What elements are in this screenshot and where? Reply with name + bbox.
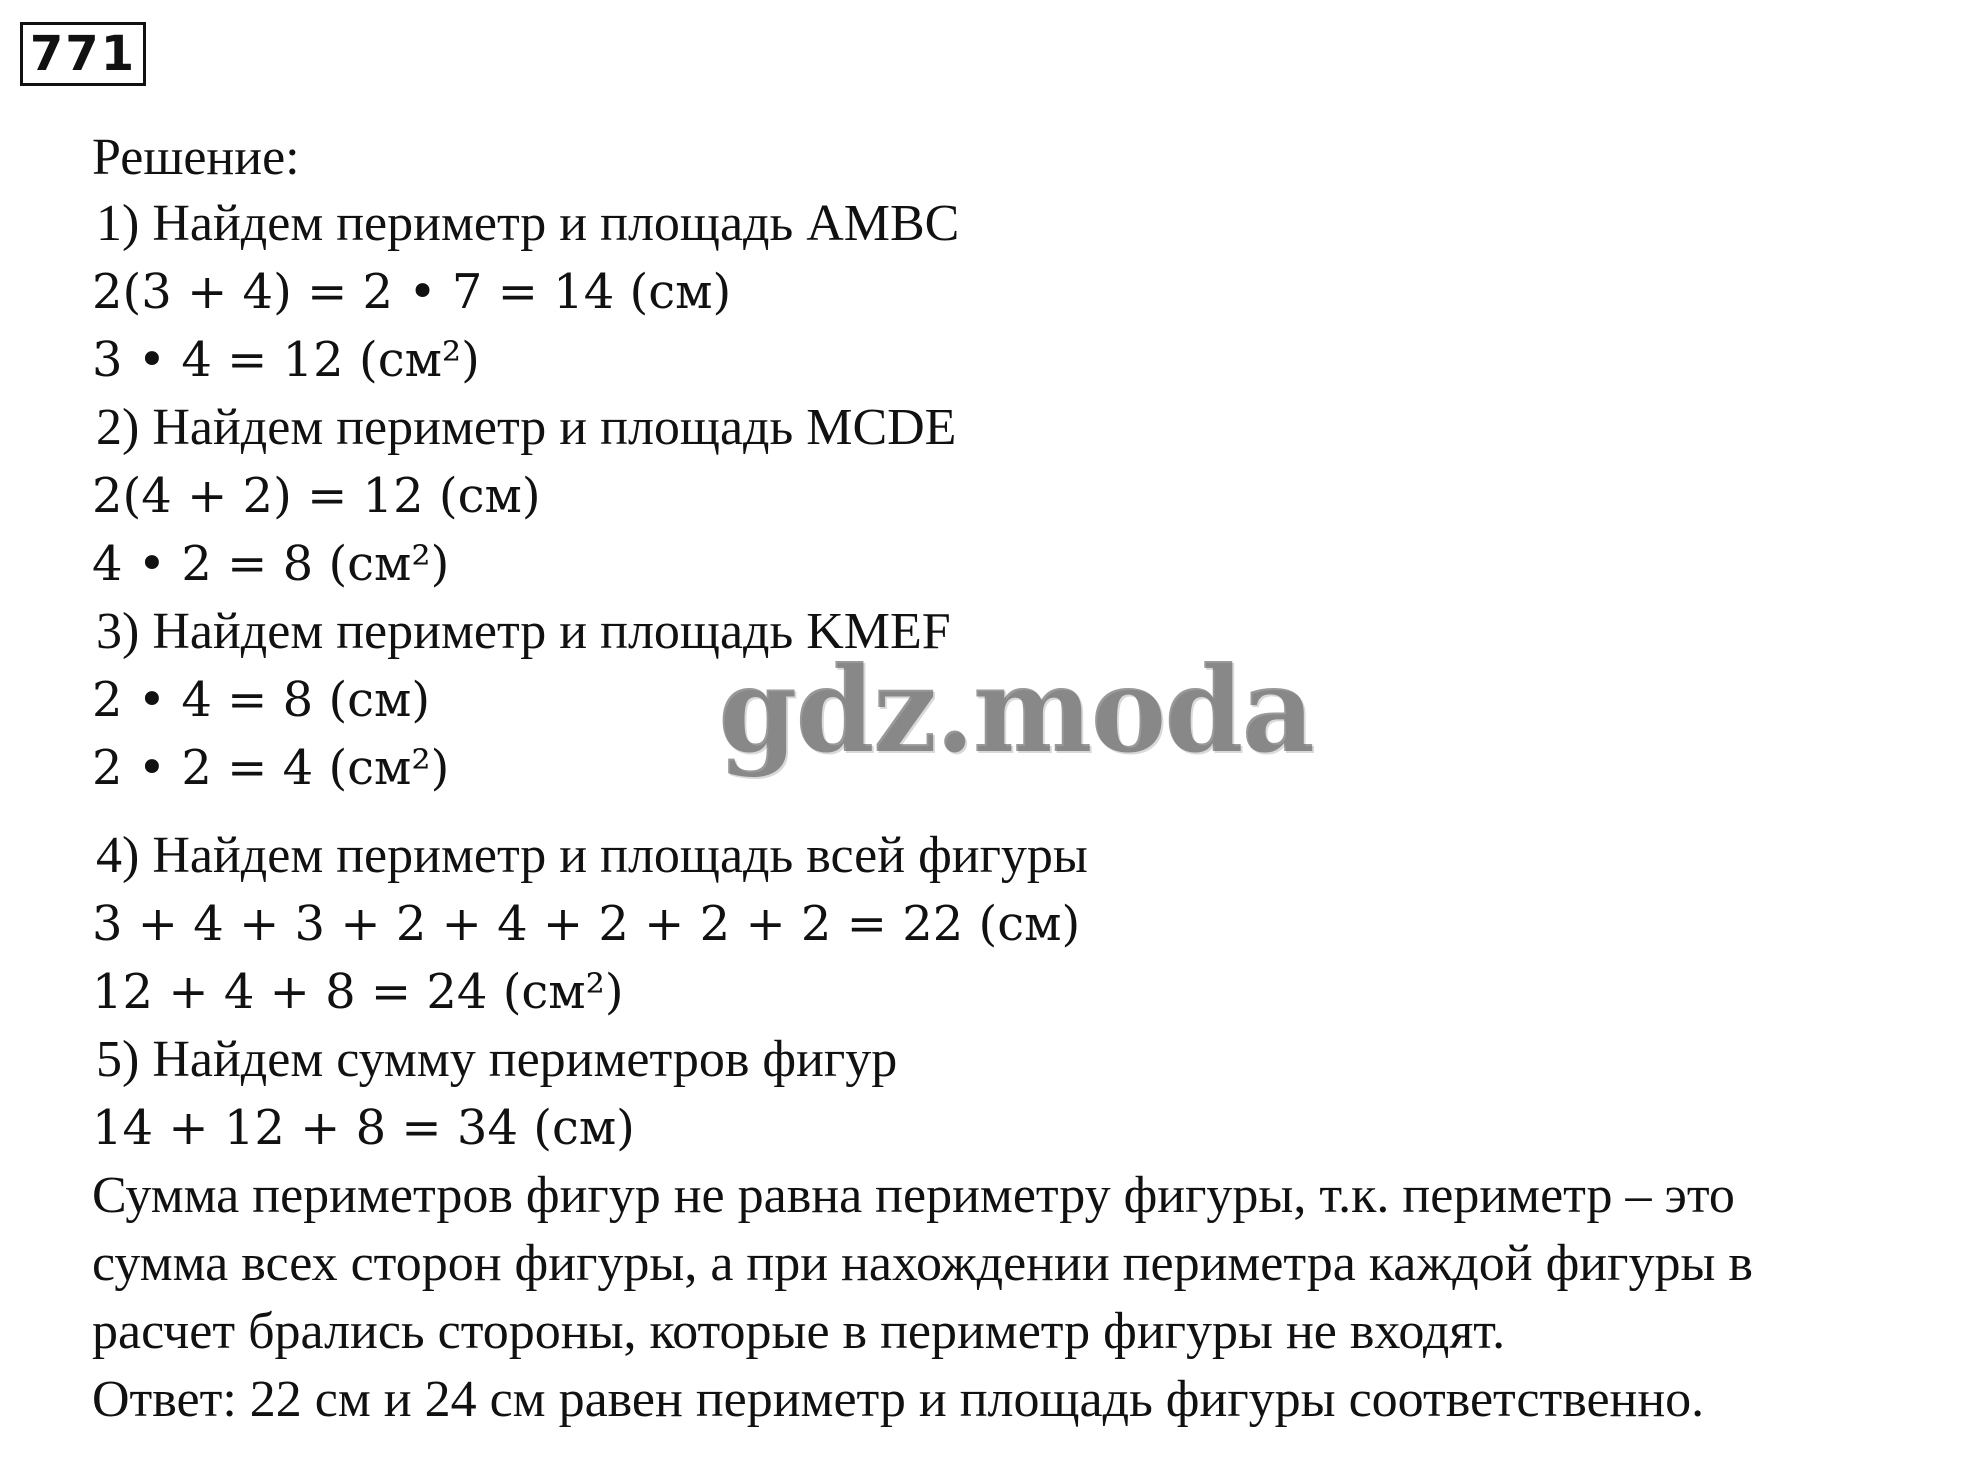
step-2-area: 4 • 2 = 8 (см²) [92,536,450,592]
task-number: 771 [29,26,137,82]
step-1-perimeter: 2(3 + 4) = 2 • 7 = 14 (см) [92,264,732,320]
step-1-area: 3 • 4 = 12 (см²) [92,332,480,388]
task-number-box [20,22,146,86]
step-2-heading: 2) Найдем периметр и площадь MCDE [96,399,957,456]
step-5-heading: 5) Найдем сумму периметров фигур [96,1031,898,1088]
step-4-heading: 4) Найдем периметр и площадь всей фигуры [96,827,1088,884]
step-1-heading: 1) Найдем периметр и площадь AMBC [96,195,960,252]
step-4-area: 12 + 4 + 8 = 24 (см²) [92,964,624,1020]
answer-line: Ответ: 22 см и 24 см равен периметр и площадь фигуры соответственно. [92,1371,1705,1428]
explanation-line-1: Сумма периметров фигур не равна периметру фигуры, т.к. периметр – это [92,1167,1735,1224]
explanation-line-3: расчет брались стороны, которые в периметр фигуры не входят. [92,1303,1506,1360]
step-3-area: 2 • 2 = 4 (см²) [92,740,450,796]
step-4-perimeter: 3 + 4 + 3 + 2 + 4 + 2 + 2 + 2 = 22 (см) [92,896,1081,952]
watermark-logo: gdz.moda [718,640,1313,779]
step-5-sum: 14 + 12 + 8 = 34 (см) [92,1100,635,1156]
explanation-line-2: сумма всех сторон фигуры, а при нахождении периметра каждой фигуры в [92,1235,1753,1292]
solution-heading: Решение: [92,129,300,186]
step-2-perimeter: 2(4 + 2) = 12 (см) [92,468,541,524]
step-3-heading: 3) Найдем периметр и площадь KMEF [96,603,951,660]
step-3-perimeter: 2 • 4 = 8 (см) [92,672,431,728]
